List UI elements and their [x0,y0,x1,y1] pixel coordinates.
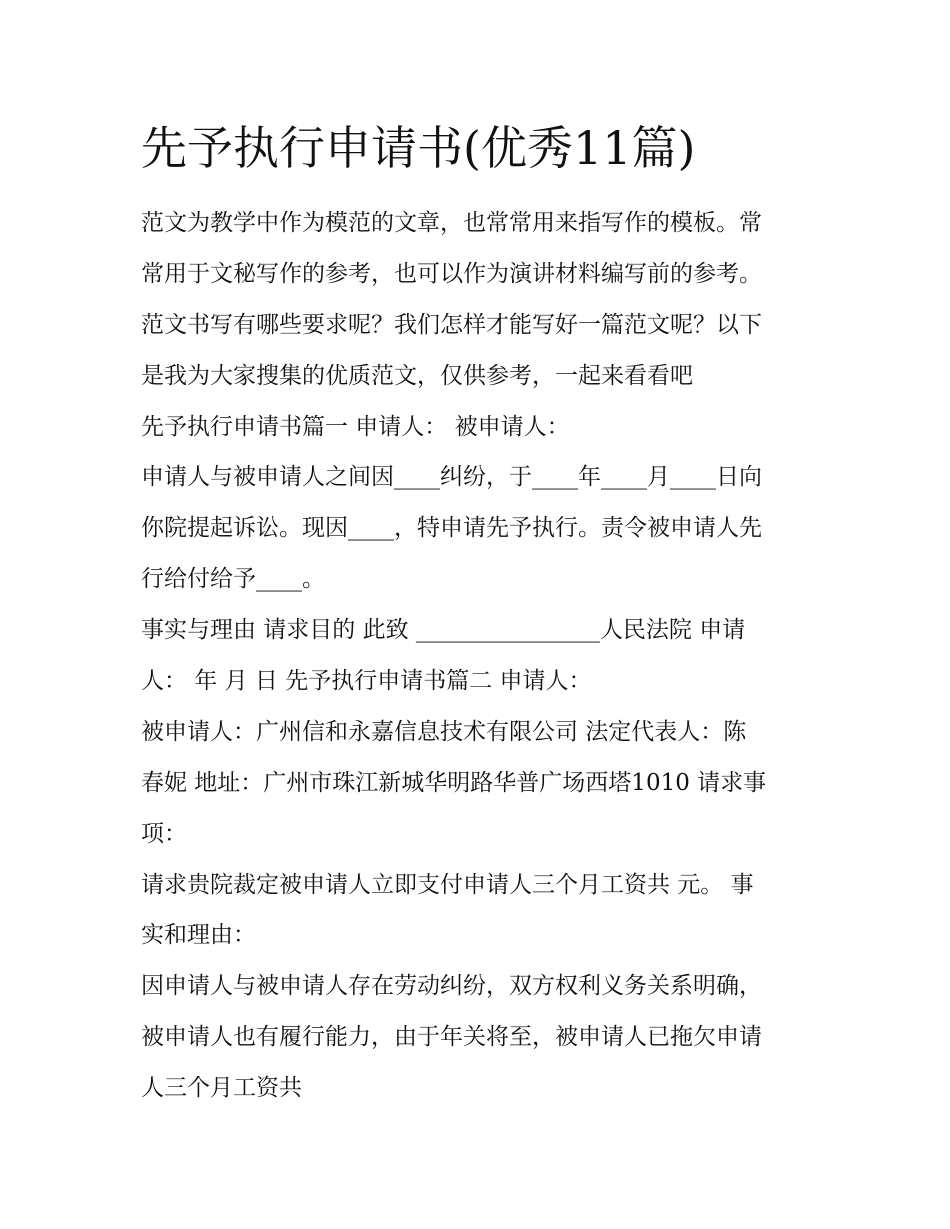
body-line: 常用于文秘写作的参考，也可以作为演讲材料编写前的参考。 [141,260,762,287]
document-page [141,112,821,1114]
body-line: 人三个月工资共 [141,1075,302,1102]
body-line: 请求贵院裁定被申请人立即支付申请人三个月工资共 元。 事 [141,871,754,898]
document-body [141,198,821,1114]
document-title: 先予执行申请书(优秀11篇) [141,121,696,175]
body-line: 实和理由： [141,922,256,949]
body-line: 项： [141,820,187,847]
body-line: 行给付给予____。 [141,566,325,593]
body-line: 你院提起诉讼。现因____，特申请先予执行。责令被申请人先 [141,515,762,542]
body-line: 申请人与被申请人之间因____纠纷，于____年____月____日向 [141,464,762,491]
body-line: 因申请人与被申请人存在劳动纠纷，双方权利义务关系明确， [141,973,762,1000]
body-line: 春妮 地址：广州市珠江新城华明路华普广场西塔1010 请求事 [141,769,767,796]
body-line: 是我为大家搜集的优质范文，仅供参考，一起来看看吧 [141,362,693,389]
body-line: 被申请人也有履行能力，由于年关将至，被申请人已拖欠申请 [141,1024,762,1051]
body-line: 范文为教学中作为模范的文章，也常常用来指写作的模板。常 [141,210,762,236]
body-line: 人： 年 月 日 先予执行申请书篇二 申请人： [141,668,592,695]
body-line: 先予执行申请书篇一 申请人： 被申请人： [141,413,570,440]
body-line: 被申请人：广州信和永嘉信息技术有限公司 法定代表人：陈 [141,718,747,745]
body-line: 范文书写有哪些要求呢？我们怎样才能写好一篇范文呢？以下 [141,311,762,338]
body-line: 事实与理由 请求目的 此致 ________________人民法院 申请 [141,617,746,644]
